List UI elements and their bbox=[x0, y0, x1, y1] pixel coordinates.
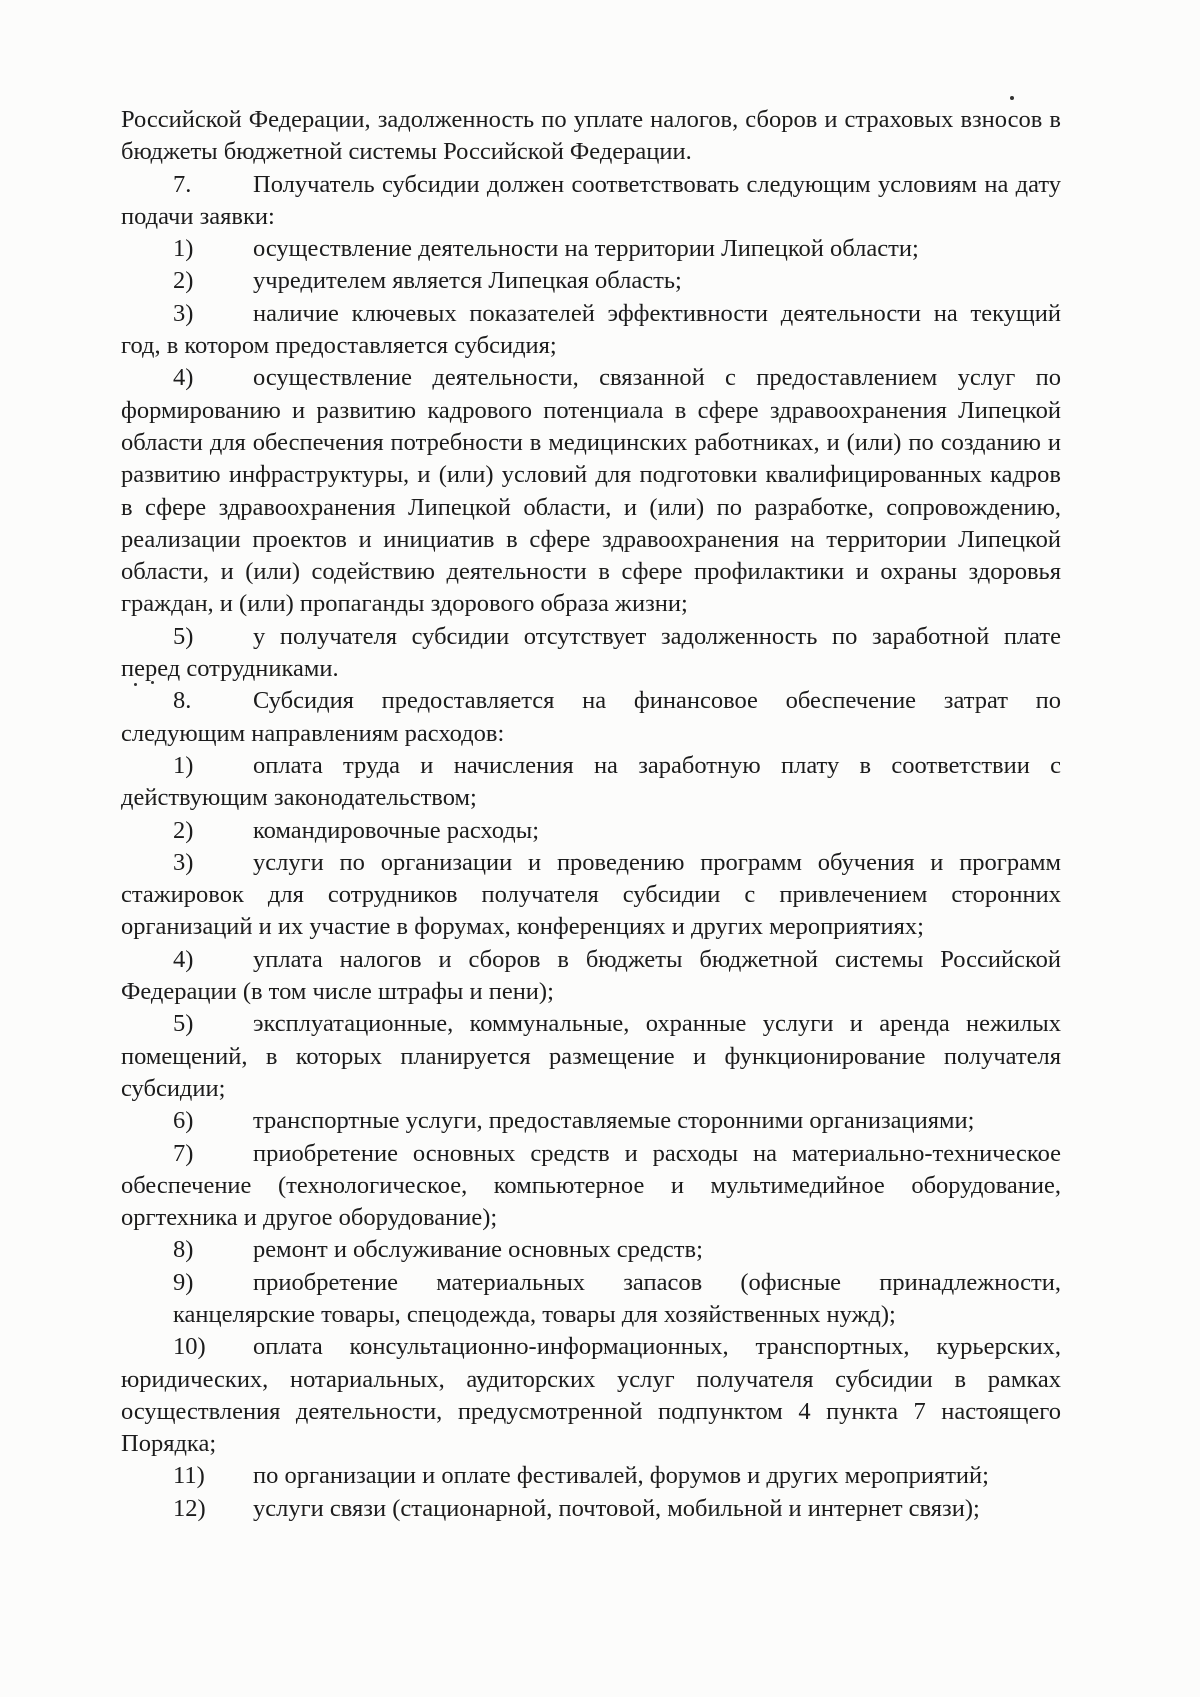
item-text: уплата налогов и сборов в бюджеты бюджетной системы Российской Федерации (в том числе штрафы и пени); bbox=[121, 945, 1061, 1006]
item-number: 5) bbox=[173, 622, 194, 650]
item-text: осуществление деятельности на территории Липецкой области; bbox=[253, 235, 919, 263]
clause-text: Субсидия предоставляется на финансовое обеспечение затрат по следующим направлениям расходов: bbox=[121, 687, 1061, 747]
clause-number: 7. bbox=[173, 170, 192, 198]
clause-8-item-9 bbox=[121, 1267, 1061, 1332]
item-number: 4) bbox=[173, 364, 194, 392]
item-text: приобретение основных средств и расходы на материально-техническое обеспечение (технологическое, компьютерное и мультимедийное оборудование, оргтехника и другое оборудование); bbox=[121, 1139, 1061, 1232]
item-number: 4) bbox=[173, 945, 194, 973]
clause-7-item-5 bbox=[121, 621, 1061, 686]
paragraph-continuation: Российской Федерации, задолженность по уплате налогов, сборов и страховых взносов в бюджеты бюджетной системы Российской Федерации. bbox=[121, 106, 1061, 166]
clause-8-item-12 bbox=[121, 1493, 1061, 1525]
clause-8-item-3 bbox=[121, 847, 1061, 944]
item-text: учредителем является Липецкая область; bbox=[253, 267, 682, 295]
item-number: 9) bbox=[173, 1268, 194, 1296]
item-number: 8) bbox=[173, 1236, 194, 1264]
clause-8-item-10 bbox=[121, 1331, 1061, 1460]
scan-speck bbox=[1010, 96, 1014, 100]
clause-8-item-2 bbox=[121, 815, 1061, 847]
clause-8-item-6 bbox=[121, 1105, 1061, 1137]
clause-8-item-7 bbox=[121, 1138, 1061, 1235]
clause-8-item-4 bbox=[121, 944, 1061, 1009]
clause-8-item-8 bbox=[121, 1234, 1061, 1266]
item-number: 12) bbox=[173, 1494, 206, 1522]
clause-8-item-5 bbox=[121, 1008, 1061, 1105]
clause-8-item-11 bbox=[121, 1460, 1061, 1492]
clause-7-item-2 bbox=[121, 265, 1061, 297]
item-text: осуществление деятельности, связанной с предоставлением услуг по формированию и развитию кадрового потенциала в сфере здравоохранения Липецкой области для обеспечения потребности в медицинских работниках, и (или) по созданию и развитию инфраструктуры, и (или) условий для подготовки квалифицированных кадров в сфере здравоохранения Липецкой области, и (или) по разработке, сопровождению, реализации проектов и инициатив в сфере здравоохранения на территории Липецкой области, и (или) содействию деятельности в сфере профилактики и охраны здоровья граждан, и (или) пропаганды здорового образа жизни; bbox=[121, 364, 1061, 618]
item-number: 5) bbox=[173, 1010, 194, 1038]
item-number: 10) bbox=[173, 1333, 206, 1361]
item-number: 7) bbox=[173, 1139, 194, 1167]
item-number: 1) bbox=[173, 751, 194, 779]
item-number: 2) bbox=[173, 267, 194, 295]
item-text: услуги связи (стационарной, почтовой, мобильной и интернет связи); bbox=[253, 1494, 980, 1522]
clause-7-item-3 bbox=[121, 298, 1061, 363]
clause-7 bbox=[121, 169, 1061, 234]
clause-8-item-1 bbox=[121, 750, 1061, 815]
clause-7-item-1 bbox=[121, 233, 1061, 265]
item-number: 3) bbox=[173, 848, 194, 876]
item-text: по организации и оплате фестивалей, форумов и других мероприятий; bbox=[253, 1462, 989, 1490]
item-number: 2) bbox=[173, 816, 194, 844]
clause-text: Получатель субсидии должен соответствовать следующим условиям на дату подачи заявки: bbox=[121, 170, 1061, 230]
item-number: 1) bbox=[173, 235, 194, 263]
clause-8 bbox=[121, 685, 1061, 750]
clause-number: 8. bbox=[173, 687, 192, 715]
item-number: 6) bbox=[173, 1107, 194, 1135]
item-text: ремонт и обслуживание основных средств; bbox=[253, 1236, 703, 1264]
item-text: оплата консультационно-информационных, транспортных, курьерских, юридических, нотариальных, аудиторских услуг получателя субсидии в рамках осуществления деятельности, предусмотренной подпунктом 4 пункта 7 настоящего Порядка; bbox=[121, 1333, 1061, 1458]
document-body bbox=[121, 104, 1061, 1525]
item-text: транспортные услуги, предоставляемые сторонними организациями; bbox=[253, 1107, 975, 1135]
clause-7-item-4 bbox=[121, 362, 1061, 620]
item-text: эксплуатационные, коммунальные, охранные услуги и аренда нежилых помещений, в которых планируется размещение и функционирование получателя субсидии; bbox=[121, 1010, 1061, 1102]
item-number: 11) bbox=[173, 1462, 205, 1490]
item-text: у получателя субсидии отсутствует задолженность по заработной плате перед сотрудниками. bbox=[121, 622, 1061, 683]
item-number: 3) bbox=[173, 299, 194, 327]
item-text: оплата труда и начисления на заработную плату в соответствии с действующим законодательством; bbox=[121, 751, 1061, 812]
item-text: приобретение материальных запасов (офисные принадлежности, канцелярские товары, спецодежда, товары для хозяйственных нужд); bbox=[173, 1268, 1061, 1328]
item-text: услуги по организации и проведению программ обучения и программ стажировок для сотрудников получателя субсидии с привлечением сторонних организаций и их участие в форумах, конференциях и других мероприятиях; bbox=[121, 848, 1061, 941]
item-text: наличие ключевых показателей эффективности деятельности на текущий год, в котором предоставляется субсидия; bbox=[121, 299, 1061, 360]
item-text: командировочные расходы; bbox=[253, 816, 540, 844]
